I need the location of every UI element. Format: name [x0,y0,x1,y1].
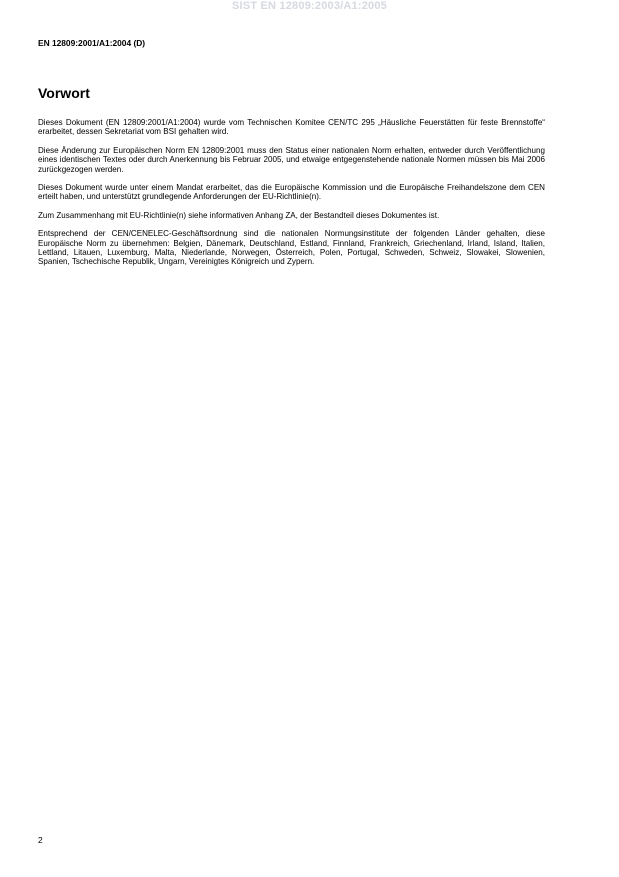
section-title: Vorwort [38,85,90,101]
document-id-header: EN 12809:2001/A1:2004 (D) [38,38,146,48]
paragraph-countries: Entsprechend der CEN/CENELEC-Geschäftsordnung sind die nationalen Normungsinstitute der folgenden Länder gehalten, diese Europäische Norm zu übernehmen: Belgien, Dänemark, Deutschland, Estland, Finnland, Frankreich, Griechenland, Irland, Island, Italien, Lettland, Litauen, Luxemburg, Malta, Niederlande, Norwegen, Österreich, Polen, Portugal, Schweden, Schweiz, Slowakei, Slowenien, Spanien, Tschechische Republik, Ungarn, Vereinigtes Königreich und Zypern. [38,229,545,267]
paragraph-mandate: Dieses Dokument wurde unter einem Mandat erarbeitet, das die Europäische Kommission und die Europäische Freihandelszone dem CEN erteilt haben, und unterstützt grundlegende Anforderungen der EU-Richtlinie(n). [38,183,545,202]
watermark: SIST EN 12809:2003/A1:2005 [231,0,388,12]
paragraph-committee: Dieses Dokument (EN 12809:2001/A1:2004) wurde vom Technischen Komitee CEN/TC 295 „Häusliche Feuerstätten für feste Brennstoffe“ erarbeitet, dessen Sekretariat vom BSI gehalten wird. [38,118,545,137]
foreword-body [38,118,545,276]
page-number: 2 [38,835,43,845]
paragraph-status: Diese Änderung zur Europäischen Norm EN 12809:2001 muss den Status einer nationalen Norm erhalten, entweder durch Veröffentlichung eines identischen Textes oder durch Anerkennung bis Februar 2005, und etwaige entgegenstehende nationale Normen müssen bis Mai 2006 zurückgezogen werden. [38,145,545,174]
paragraph-annex: Zum Zusammenhang mit EU-Richtlinie(n) siehe informativen Anhang ZA, der Bestandteil dieses Dokumentes ist. [38,210,440,220]
